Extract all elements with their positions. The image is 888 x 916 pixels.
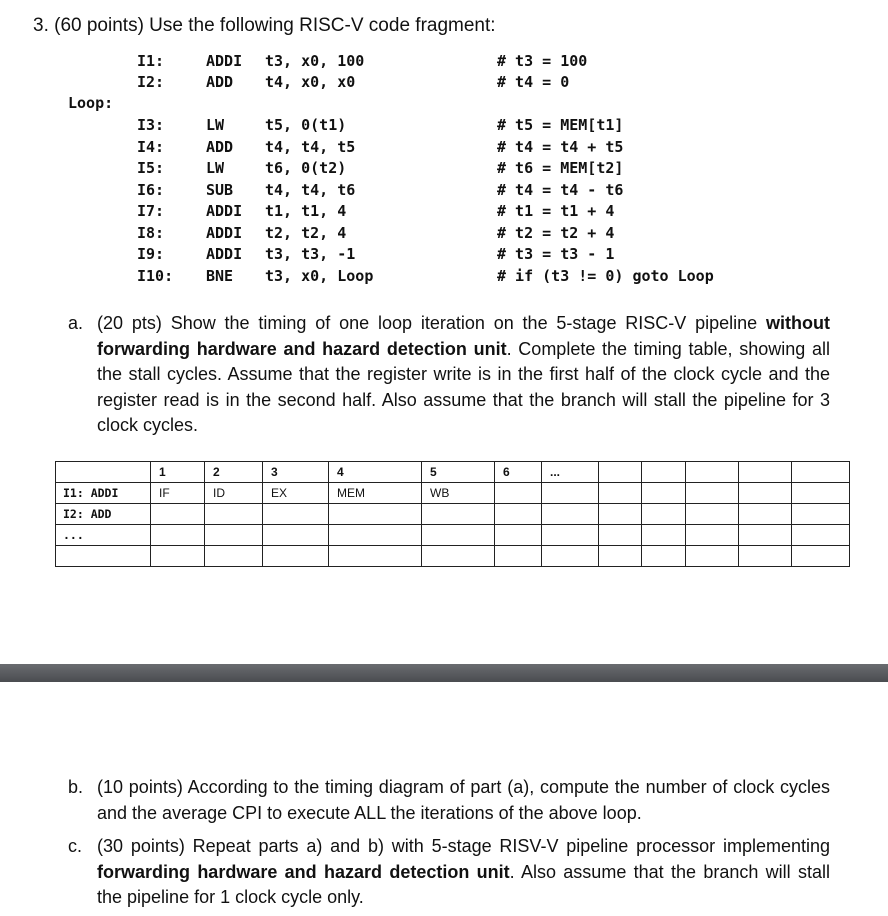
part-a-letter: a.: [68, 313, 84, 333]
cycle-header-cell: [599, 462, 642, 483]
stage-cell: [599, 546, 642, 567]
code-line: [0, 115, 888, 136]
code-line-label: I4:: [137, 138, 165, 156]
instruction-cell: I2: ADD: [56, 504, 151, 525]
code-line-label: I2:: [137, 73, 165, 91]
stage-cell: [792, 483, 850, 504]
stage-cell: [495, 546, 542, 567]
code-line-comment: # t4 = t4 + t5: [497, 138, 624, 156]
code-line: [0, 51, 888, 72]
code-line-comment: # t4 = 0: [497, 73, 570, 91]
part-b-text: (10 points) According to the timing diagram of part (a), compute the number of clock cycles and the average CPI to execute ALL the iterations of the above loop.: [97, 777, 830, 823]
stage-cell: [642, 504, 686, 525]
part-b: [68, 775, 830, 826]
code-line-opcode: ADDI: [206, 224, 243, 242]
stage-cell: [205, 546, 263, 567]
stage-cell: [329, 504, 422, 525]
code-line: [0, 223, 888, 244]
stage-cell: [263, 504, 329, 525]
code-line: [0, 180, 888, 201]
code-line-label: I8:: [137, 224, 165, 242]
code-line-label: I6:: [137, 181, 165, 199]
code-line-opcode: LW: [206, 159, 225, 177]
stage-cell: [686, 504, 739, 525]
code-line-opcode: BNE: [206, 267, 234, 285]
code-line: [0, 201, 888, 222]
table-row: [56, 525, 850, 546]
stage-cell: [263, 546, 329, 567]
code-line-label: I9:: [137, 245, 165, 263]
stage-cell: [739, 525, 792, 546]
code-line-operands: t4, t4, t6: [265, 181, 356, 199]
stage-cell: [151, 525, 205, 546]
part-c-text-2: . Also assume that the branch will stall the pipeline for 1 clock cycle only.: [97, 861, 831, 907]
code-line: [0, 72, 888, 93]
cycle-header-cell: ...: [542, 462, 599, 483]
part-a-bold: without forwarding hardware and hazard detection unit: [97, 313, 830, 359]
table-row: [56, 483, 850, 504]
code-line-comment: # t3 = t3 - 1: [497, 245, 615, 263]
timing-header-row: [56, 462, 850, 483]
stage-cell: [422, 525, 495, 546]
code-line-label: I10:: [137, 267, 174, 285]
code-line-opcode: ADDI: [206, 202, 243, 220]
stage-cell: [422, 546, 495, 567]
stage-cell: [792, 504, 850, 525]
cycle-header-cell: 2: [205, 462, 263, 483]
stage-cell: MEM: [329, 483, 422, 504]
stage-cell: [739, 546, 792, 567]
stage-cell: WB: [422, 483, 495, 504]
code-line-operands: t4, x0, x0: [265, 73, 356, 91]
part-a-text-1: (20 pts) Show the timing of one loop iteration on the 5-stage RISC-V pipeline: [97, 313, 767, 333]
stage-cell: [642, 483, 686, 504]
stage-cell: [686, 546, 739, 567]
part-b-letter: b.: [68, 777, 84, 797]
table-row: [56, 546, 850, 567]
code-line: [0, 266, 888, 287]
question-title: 3. (60 points) Use the following RISC-V code fragment:: [33, 15, 496, 36]
timing-table: [55, 461, 850, 567]
code-line-label: I5:: [137, 159, 165, 177]
code-line-operands: t4, t4, t5: [265, 138, 356, 156]
cycle-header-cell: 4: [329, 462, 422, 483]
cycle-header-cell: [642, 462, 686, 483]
code-line-operands: t2, t2, 4: [265, 224, 347, 242]
code-line-label: I3:: [137, 116, 165, 134]
stage-cell: [542, 483, 599, 504]
stage-cell: [792, 525, 850, 546]
code-line-opcode: SUB: [206, 181, 234, 199]
cycle-header-cell: [686, 462, 739, 483]
code-line-comment: # t4 = t4 - t6: [497, 181, 624, 199]
code-line-label: I7:: [137, 202, 165, 220]
code-line-operands: t1, t1, 4: [265, 202, 347, 220]
code-line-operands: t3, x0, Loop: [265, 267, 374, 285]
stage-cell: [495, 525, 542, 546]
page-divider: [0, 664, 888, 682]
cycle-header-cell: 1: [151, 462, 205, 483]
timing-corner-cell: [56, 462, 151, 483]
cycle-header-cell: [739, 462, 792, 483]
cycle-header-cell: 6: [495, 462, 542, 483]
stage-cell: [599, 483, 642, 504]
code-line-opcode: ADDI: [206, 245, 243, 263]
code-line-operands: t6, 0(t2): [265, 159, 347, 177]
stage-cell: [542, 525, 599, 546]
stage-cell: [686, 525, 739, 546]
stage-cell: [542, 504, 599, 525]
cycle-header-cell: [792, 462, 850, 483]
code-line-comment: # t3 = 100: [497, 52, 588, 70]
code-line-opcode: ADD: [206, 73, 234, 91]
stage-cell: [599, 525, 642, 546]
cycle-header-cell: 5: [422, 462, 495, 483]
stage-cell: [263, 525, 329, 546]
stage-cell: [739, 483, 792, 504]
part-c: [68, 834, 831, 911]
stage-cell: [642, 525, 686, 546]
stage-cell: [642, 546, 686, 567]
stage-cell: [686, 483, 739, 504]
stage-cell: EX: [263, 483, 329, 504]
stage-cell: ID: [205, 483, 263, 504]
code-block: [0, 0, 888, 300]
stage-cell: [151, 546, 205, 567]
instruction-cell: I1: ADDI: [56, 483, 151, 504]
code-line: [0, 158, 888, 179]
stage-cell: [329, 525, 422, 546]
table-row: [56, 504, 850, 525]
loop-label: Loop:: [68, 94, 114, 112]
code-line-operands: t5, 0(t1): [265, 116, 347, 134]
code-line-opcode: ADD: [206, 138, 234, 156]
code-line: [0, 244, 888, 265]
part-c-text-1: (30 points) Repeat parts a) and b) with 5-stage RISV-V pipeline processor implementing: [97, 836, 830, 856]
stage-cell: [599, 504, 642, 525]
stage-cell: [542, 546, 599, 567]
stage-cell: [792, 546, 850, 567]
code-line-label: I1:: [137, 52, 165, 70]
part-a-text-2: . Complete the timing table, showing all the stall cycles. Assume that the register write is in the first half of the clock cycle and the register read is in the second half. Also assume that the branch will stall the pipeline for 3 clock cycles.: [97, 338, 831, 435]
code-line-comment: # t2 = t2 + 4: [497, 224, 615, 242]
cycle-header-cell: 3: [263, 462, 329, 483]
code-line-opcode: ADDI: [206, 52, 243, 70]
stage-cell: [329, 546, 422, 567]
stage-cell: [495, 483, 542, 504]
code-line: [0, 137, 888, 158]
code-line-opcode: LW: [206, 116, 225, 134]
code-line-comment: # t6 = MEM[t2]: [497, 159, 624, 177]
stage-cell: [151, 504, 205, 525]
stage-cell: [205, 525, 263, 546]
code-line-comment: # t5 = MEM[t1]: [497, 116, 624, 134]
part-c-letter: c.: [68, 836, 83, 856]
part-c-bold: forwarding hardware and hazard detection unit: [97, 861, 510, 882]
instruction-cell: ...: [56, 525, 151, 546]
code-line-comment: # t1 = t1 + 4: [497, 202, 615, 220]
stage-cell: IF: [151, 483, 205, 504]
stage-cell: [422, 504, 495, 525]
part-a: [68, 311, 831, 439]
code-line-operands: t3, x0, 100: [265, 52, 365, 70]
instruction-cell: [56, 546, 151, 567]
stage-cell: [205, 504, 263, 525]
stage-cell: [739, 504, 792, 525]
code-line-operands: t3, t3, -1: [265, 245, 356, 263]
code-line-comment: # if (t3 != 0) goto Loop: [497, 267, 714, 285]
stage-cell: [495, 504, 542, 525]
